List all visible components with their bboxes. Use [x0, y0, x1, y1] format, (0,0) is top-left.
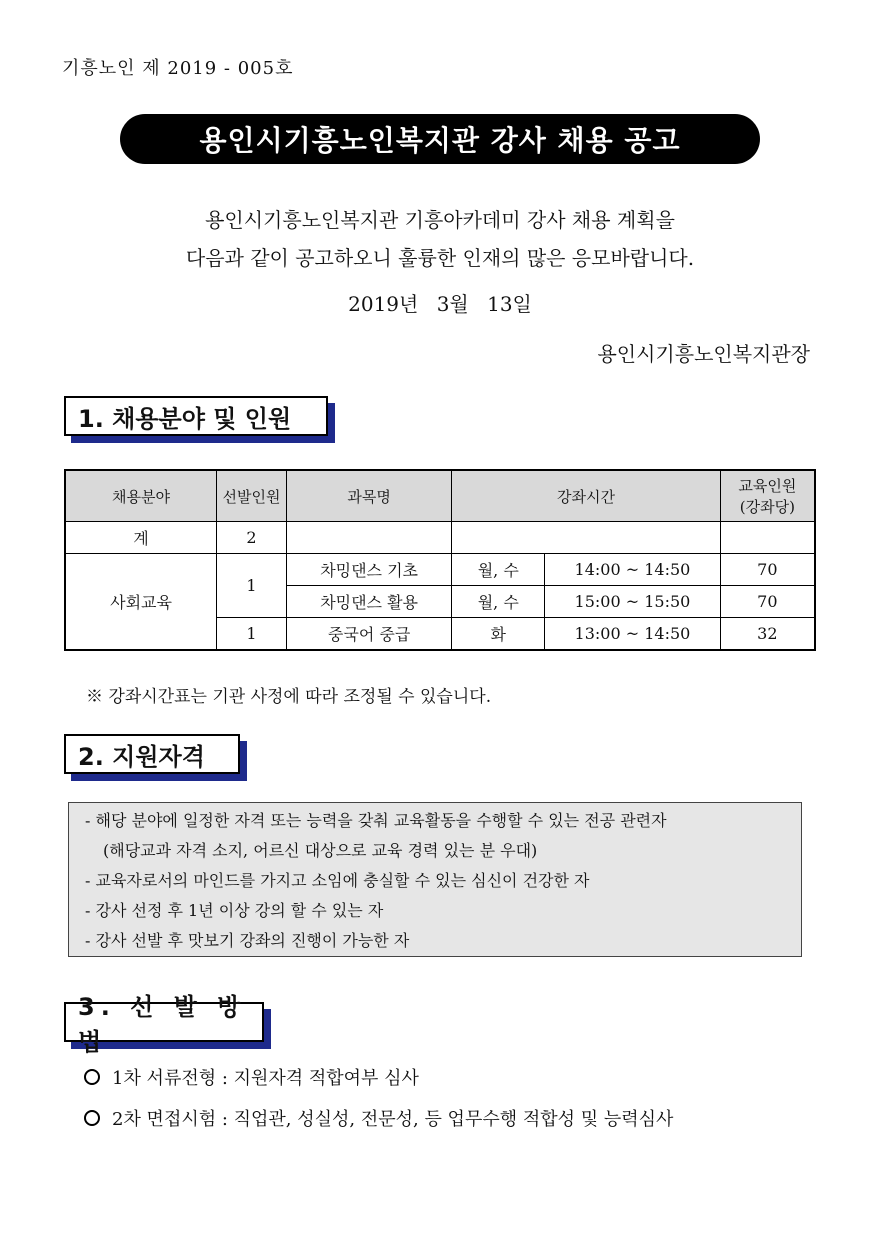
title-banner [120, 114, 760, 164]
page-title: 용인시기흥노인복지관 강사 채용 공고 [199, 124, 681, 157]
recruitment-table [64, 469, 816, 651]
header-subject: 과목명 [286, 470, 452, 522]
field-name: 사회교육 [65, 554, 217, 651]
table-row [65, 522, 815, 554]
document-number: 기흥노인 제 2019 - 005호 [62, 58, 294, 79]
days-cell: 화 [452, 618, 545, 651]
subject-cell: 중국어 중급 [286, 618, 452, 651]
header-count: 선발인원 [217, 470, 287, 522]
time-cell: 15:00 ~ 15:50 [545, 586, 721, 618]
method-item [84, 1064, 419, 1090]
days-cell: 월, 수 [452, 554, 545, 586]
time-cell: 14:00 ~ 14:50 [545, 554, 721, 586]
circle-bullet-icon [84, 1110, 100, 1126]
header-time: 강좌시간 [452, 470, 720, 522]
qualification-line: (해당교과 자격 소지, 어르신 대상으로 교육 경력 있는 분 우대) [103, 841, 538, 860]
schedule-note: ※ 강좌시간표는 기관 사정에 따라 조정될 수 있습니다. [86, 687, 492, 707]
method-text: 1차 서류전형 : 지원자격 적합여부 심사 [112, 1068, 419, 1089]
total-count: 2 [217, 522, 287, 554]
method-text: 2차 면접시험 : 직업관, 성실성, 전문성, 등 업무수행 적합성 및 능력심사 [112, 1109, 674, 1130]
qualification-line: - 교육자로서의 마인드를 가지고 소임에 충실할 수 있는 심신이 건강한 자 [85, 871, 590, 890]
subject-cell: 차밍댄스 활용 [286, 586, 452, 618]
intro-line-1: 용인시기흥노인복지관 기흥아카데미 강사 채용 계획을 [205, 208, 675, 232]
days-cell: 월, 수 [452, 586, 545, 618]
capacity-cell: 70 [720, 586, 815, 618]
header-field: 채용분야 [65, 470, 217, 522]
signatory: 용인시기흥노인복지관장 [597, 342, 810, 366]
section3-heading: 3. 선 발 방 법 [64, 1002, 264, 1042]
qualification-line: - 강사 선정 후 1년 이상 강의 할 수 있는 자 [85, 901, 384, 920]
announcement-date: 2019년 3월 13일 [348, 292, 532, 316]
header-capacity-line2: (강좌당) [739, 498, 795, 516]
total-label: 계 [65, 522, 217, 554]
capacity-cell: 32 [720, 618, 815, 651]
circle-bullet-icon [84, 1069, 100, 1085]
section2-heading: 2. 지원자격 [64, 734, 240, 774]
header-capacity [720, 470, 815, 522]
section1-heading: 1. 채용분야 및 인원 [64, 396, 328, 436]
time-cell: 13:00 ~ 14:50 [545, 618, 721, 651]
group2-count: 1 [217, 618, 287, 651]
table-row [65, 554, 815, 586]
table-header-row [65, 470, 815, 522]
qualification-line: - 해당 분야에 일정한 자격 또는 능력을 갖춰 교육활동을 수행할 수 있는 전공 관련자 [85, 811, 667, 830]
subject-cell: 차밍댄스 기초 [286, 554, 452, 586]
intro-line-2: 다음과 같이 공고하오니 훌륭한 인재의 많은 응모바랍니다. [185, 246, 695, 270]
capacity-cell: 70 [720, 554, 815, 586]
group1-count: 1 [217, 554, 287, 618]
header-capacity-line1: 교육인원 [738, 477, 797, 495]
qualifications-box [68, 802, 802, 957]
method-item [84, 1105, 673, 1131]
qualification-line: - 강사 선발 후 맛보기 강좌의 진행이 가능한 자 [85, 931, 410, 950]
